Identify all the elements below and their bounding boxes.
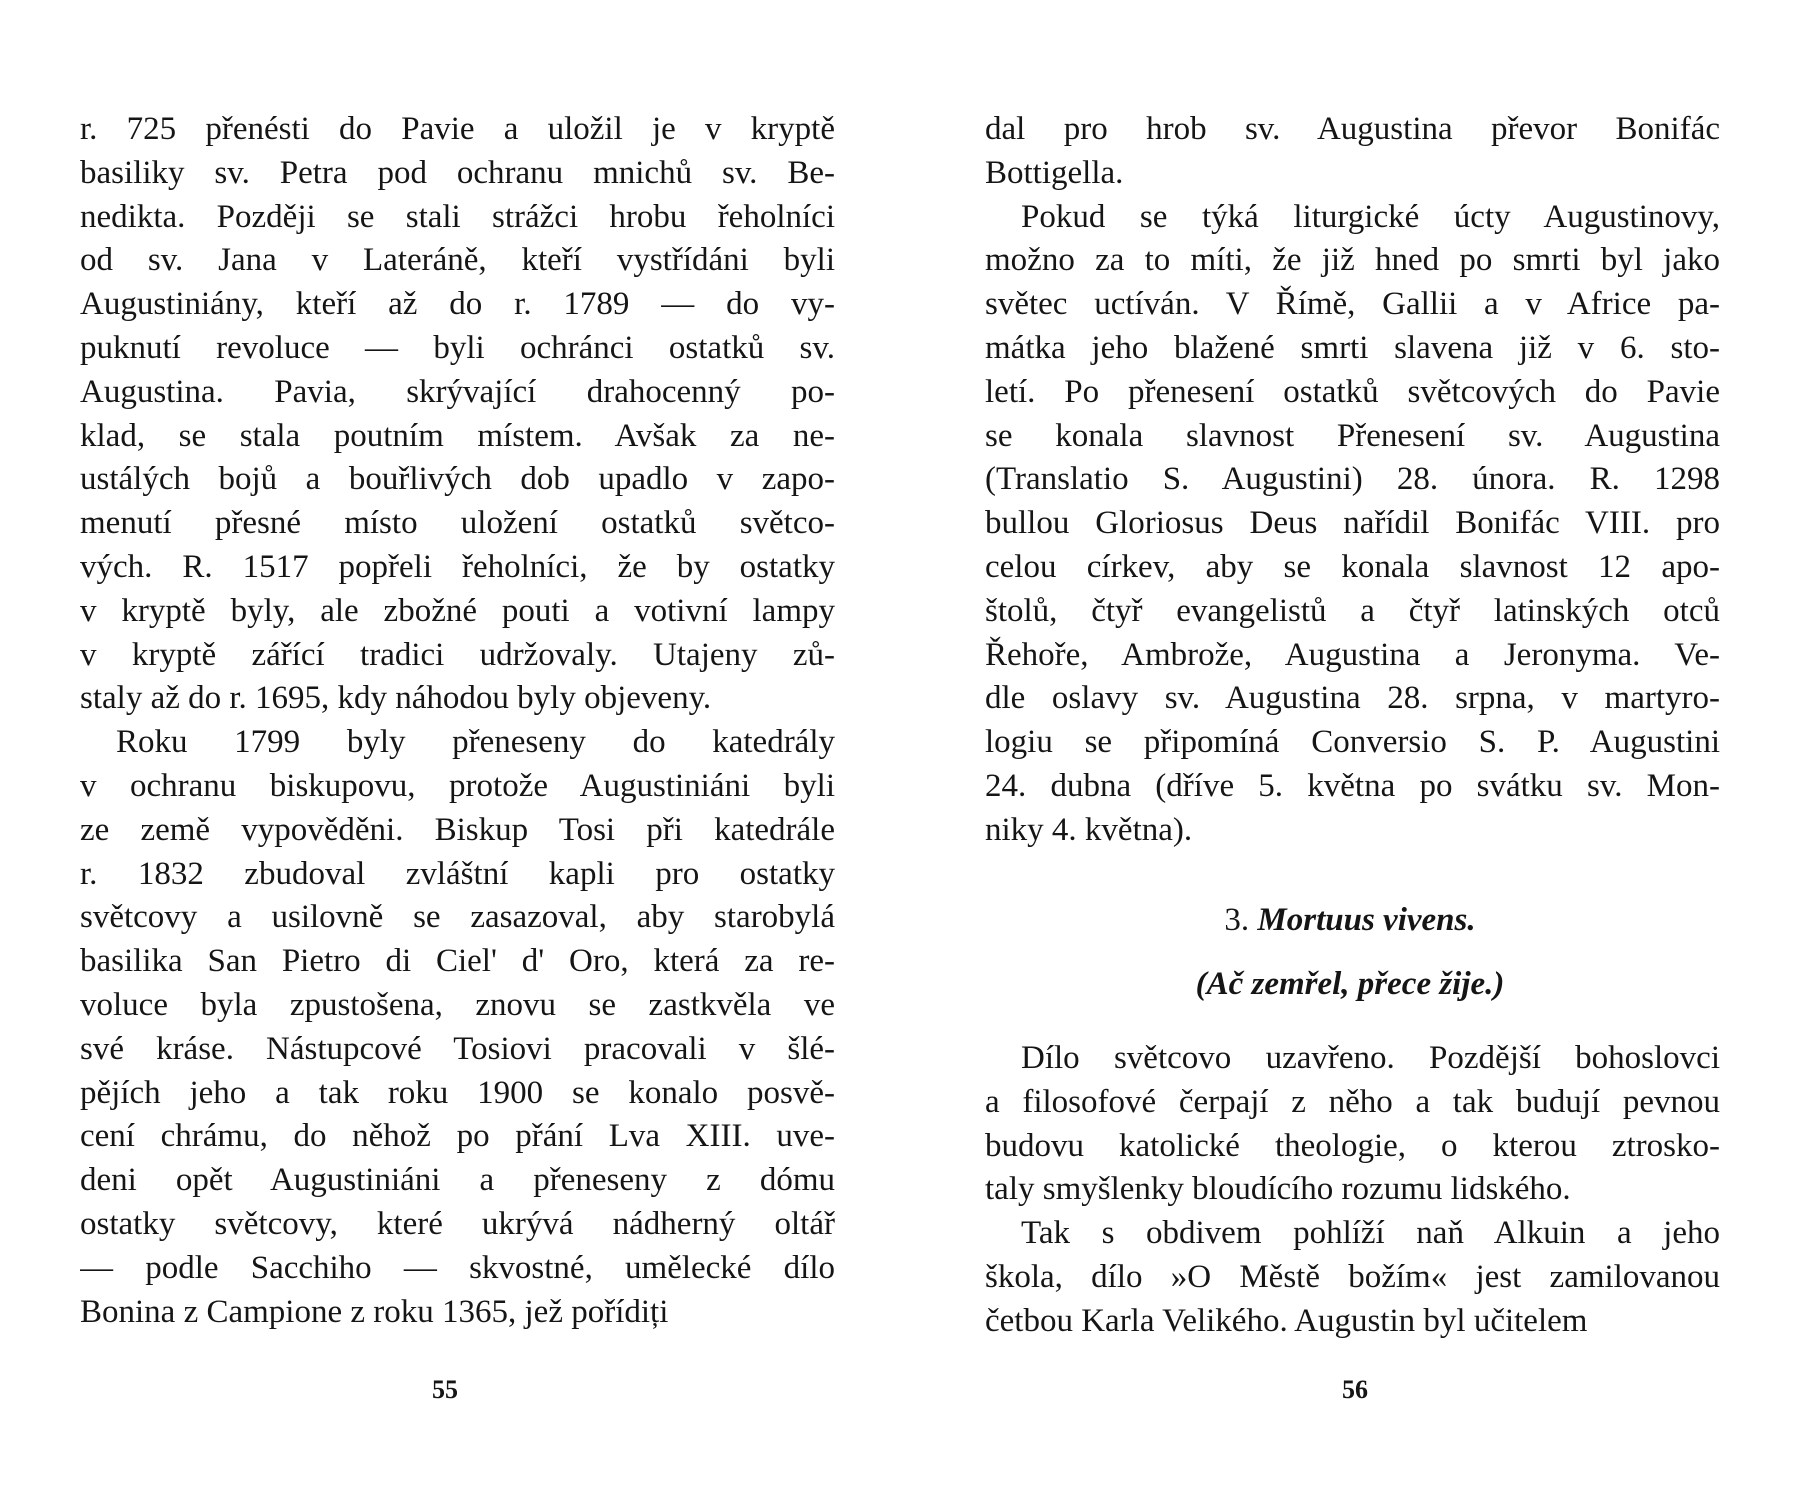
text-line: r. 1832 zbudoval zvláštní kapli pro ostatky (80, 855, 835, 892)
text-line: Řehoře, Ambrože, Augustina a Jeronyma. Ve- (985, 636, 1720, 673)
text-line: Augustina. Pavia, skrývající drahocenný po- (80, 373, 835, 410)
paragraph (80, 108, 835, 721)
text-line: Bottigella. (985, 154, 1124, 191)
text-line: své kráse. Nástupcové Tosiovi pracovali v šlé- (80, 1030, 835, 1067)
text-line: Tak s obdivem pohlíží naň Alkuin a jeho (1021, 1215, 1720, 1252)
text-line: v kryptě zářící tradici udržovaly. Utajeny zů- (80, 636, 835, 673)
text-line: možno za to míti, že již hned po smrti byl jako (985, 242, 1720, 279)
text-line: od sv. Jana v Lateráně, kteří vystřídáni byli (80, 242, 835, 279)
text-line: ze země vypověděni. Biskup Tosi při katedrále (80, 811, 835, 848)
text-line: dle oslavy sv. Augustina 28. srpna, v martyro- (985, 680, 1720, 717)
text-line: basiliky sv. Petra pod ochranu mnichů sv. Be- (80, 154, 835, 191)
section-title: Mortuus vivens. (1257, 902, 1476, 938)
text-line: logiu se připomíná Conversio S. P. Augustini (985, 724, 1720, 761)
text-line: voluce byla zpustošena, znovu se zastkvěla ve (80, 986, 835, 1023)
paragraph (985, 196, 1720, 853)
text-line: klad, se stala poutním místem. Avšak za ne- (80, 417, 835, 454)
left-page-text (80, 108, 835, 1334)
text-line: a filosofové čerpají z něho a tak budují pevnou (985, 1083, 1720, 1120)
text-line: basilika San Pietro di Ciel' d' Oro, která za re- (80, 943, 835, 980)
paragraph (80, 721, 835, 1334)
right-page-text-top (985, 108, 1720, 853)
paragraph (985, 108, 1720, 196)
text-line: dal pro hrob sv. Augustina převor Bonifác (985, 111, 1720, 147)
text-line: menutí přesné místo uložení ostatků světco- (80, 505, 835, 542)
text-line: vých. R. 1517 popřeli řeholníci, že by ostatky (80, 548, 835, 585)
text-line: nedikta. Později se stali strážci hrobu řeholníci (80, 198, 835, 235)
text-line: Roku 1799 byly přeneseny do katedrály (116, 724, 835, 761)
section-subtitle-row (900, 962, 1800, 1006)
text-line: Pokud se týká liturgické úcty Augustinovy, (1021, 198, 1720, 235)
text-line: ostatky světcovy, které ukrývá nádherný oltář (80, 1205, 835, 1242)
text-line: niky 4. května). (985, 811, 1193, 848)
section-subtitle: (Ač zemřel, přece žije.) (1195, 966, 1505, 1002)
text-line: taly smyšlenky bloudícího rozumu lidského. (985, 1171, 1571, 1208)
text-line: světec uctíván. V Římě, Gallii a v Africe pa- (985, 286, 1720, 323)
page-number-right: 56 (1342, 1375, 1368, 1404)
paragraph (985, 1212, 1720, 1343)
text-line: mátka jeho blažené smrti slavena již v 6. sto- (985, 329, 1720, 366)
text-line: se konala slavnost Přenesení sv. Augustina (985, 417, 1720, 454)
page-number-left: 55 (432, 1375, 458, 1404)
section-heading (900, 898, 1800, 942)
text-line: štolů, čtyř evangelistů a čtyř latinských otců (985, 592, 1720, 629)
text-line: (Translatio S. Augustini) 28. února. R. 1298 (985, 461, 1720, 498)
text-line: r. 725 přenésti do Pavie a uložil je v kryptě (80, 111, 835, 147)
text-line: 24. dubna (dříve 5. května po svátku sv. Mon- (985, 767, 1720, 804)
text-line: škola, dílo »O Městě božím« jest zamilovanou (985, 1258, 1720, 1295)
text-line: celou církev, aby se konala slavnost 12 apo- (985, 548, 1720, 585)
text-line: — podle Sacchiho — skvostné, umělecké dílo (80, 1249, 835, 1286)
text-line: deni opět Augustiniáni a přeneseny z dómu (80, 1162, 835, 1199)
text-line: ustálých bojů a bouřlivých dob upadlo v zapo- (80, 461, 835, 498)
text-line: puknutí revoluce — byli ochránci ostatků sv. (80, 329, 835, 366)
text-line: světcovy a usilovně se zasazoval, aby starobylá (80, 899, 835, 936)
text-line: četbou Karla Velikého. Augustin byl učitelem (985, 1302, 1588, 1339)
text-line: cení chrámu, do něhož po přání Lva XIII. uve- (80, 1118, 835, 1155)
paragraph (985, 1037, 1720, 1212)
right-page-text-bottom (985, 1037, 1720, 1344)
text-line: pějích jeho a tak roku 1900 se konalo posvě- (80, 1074, 835, 1111)
text-line: Dílo světcovo uzavřeno. Pozdější bohoslovci (1021, 1040, 1720, 1076)
text-line: letí. Po přenesení ostatků světcových do Pavie (985, 373, 1720, 410)
text-line: bullou Gloriosus Deus nařídil Bonifác VIII. pro (985, 505, 1720, 542)
text-line: v ochranu biskupovu, protože Augustiniáni byli (80, 767, 835, 804)
section-number: 3. (1224, 902, 1250, 938)
text-line: v kryptě byly, ale zbožné pouti a votivní lampy (80, 592, 835, 629)
right-page (900, 0, 1800, 1500)
text-line: budovu katolické theologie, o kterou ztrosko- (985, 1127, 1720, 1164)
text-line: staly až do r. 1695, kdy náhodou byly objeveny. (80, 680, 712, 717)
text-line: Bonina z Campione z roku 1365, jež pořídiți (80, 1293, 669, 1330)
text-line: Augustiniány, kteří až do r. 1789 — do vy- (80, 286, 835, 323)
